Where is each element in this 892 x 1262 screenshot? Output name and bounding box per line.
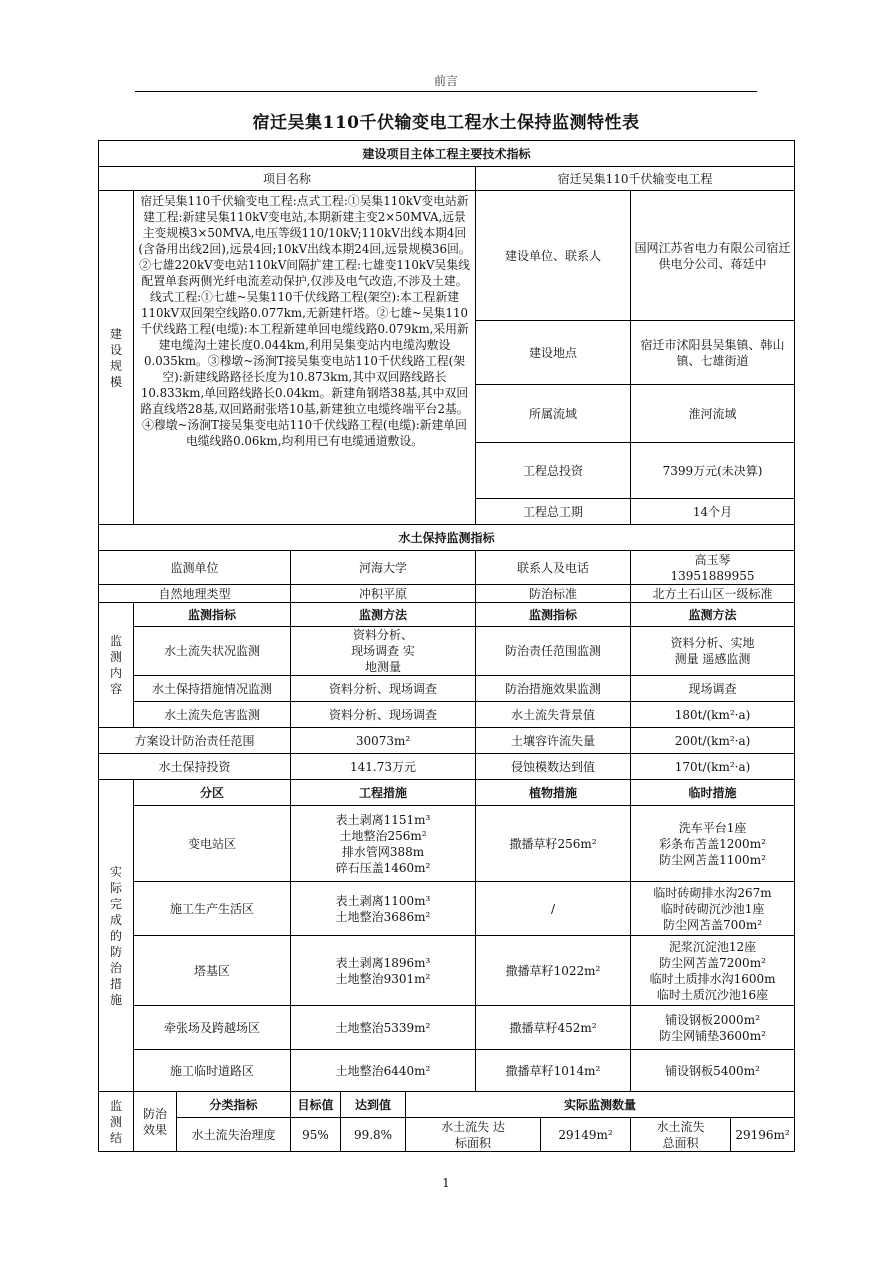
measures-label: 实际完成的防治措施 [99,780,134,1092]
zone-name: 变电站区 [134,806,291,882]
zone-name: 牵张场及跨越场区 [134,1006,291,1050]
landform-value: 冲积平原 [291,585,476,603]
allowable-value: 200t/(km²·a) [631,728,795,754]
scope-value: 30073m² [291,728,476,754]
invest-label: 水土保持投资 [99,754,291,780]
scale-label: 建设规模 [99,191,134,525]
invest-value: 141.73万元 [291,754,476,780]
project-name-value: 宿迁吴集110千伏输变电工程 [476,167,795,191]
row3-method-a: 资料分析、现场调查 [291,702,476,728]
erosion-value: 170t/(km²·a) [631,754,795,780]
scope-label: 方案设计防治责任范围 [99,728,291,754]
row1-indicator-a: 水土流失状况监测 [134,627,291,676]
effect-label: 防治效果 [134,1092,177,1152]
zone-engineering: 表土剥离1896m³ 土地整治9301m² [291,936,476,1006]
row1-method-a: 资料分析、现场调查 实地测量 [291,627,476,676]
col-engineering: 工程措施 [291,780,476,806]
period-value: 14个月 [631,499,795,525]
section-heading-monitoring: 水土保持监测指标 [99,525,795,551]
row3-indicator-b: 水土流失背景值 [476,702,631,728]
zone-plant: 撒播草籽1022m² [476,936,631,1006]
erosion-label: 侵蚀模数达到值 [476,754,631,780]
col-indicator-a: 监测指标 [134,603,291,627]
basin-label: 所属流域 [476,385,631,443]
unit-value: 河海大学 [291,551,476,585]
zone-engineering: 土地整治6440m² [291,1050,476,1092]
result-name: 水土流失治理度 [177,1118,291,1152]
unit-label: 监测单位 [99,551,291,585]
standard-value: 北方土石山区一级标准 [631,585,795,603]
zone-temporary: 洗车平台1座 彩条布苫盖1200m² 防尘网苫盖1100m² [631,806,795,882]
zone-temporary: 铺设钢板5400m² [631,1050,795,1092]
section-heading-main: 建设项目主体工程主要技术指标 [99,141,795,167]
col-category: 分类指标 [177,1092,291,1118]
zone-temporary: 泥浆沉淀池12座 防尘网苫盖7200m² 临时土质排水沟1600m 临时土质沉沙池16座 [631,936,795,1006]
std-area-value: 29149m² [541,1118,631,1152]
characteristics-table [98,140,795,1152]
result-achieved: 99.8% [341,1118,406,1152]
zone-name: 施工临时道路区 [134,1050,291,1092]
basin-value: 淮河流域 [631,385,795,443]
content-label: 监测内容 [99,603,134,728]
total-area-value: 29196m² [731,1118,795,1152]
col-zone: 分区 [134,780,291,806]
zone-plant: 撒播草籽256m² [476,806,631,882]
row2-indicator-b: 防治措施效果监测 [476,676,631,702]
col-indicator-b: 监测指标 [476,603,631,627]
zone-engineering: 表土剥离1100m³ 土地整治3686m² [291,882,476,936]
investment-label: 工程总投资 [476,443,631,499]
zone-plant: / [476,882,631,936]
investment-value: 7399万元(未决算) [631,443,795,499]
project-name-label: 项目名称 [99,167,476,191]
contact-value: 高玉琴 13951889955 [631,551,795,585]
zone-temporary: 铺设钢板2000m² 防尘网铺垫3600m² [631,1006,795,1050]
header-divider [135,91,757,92]
zone-temporary: 临时砖砌排水沟267m 临时砖砌沉沙池1座 防尘网苫盖700m² [631,882,795,936]
results-label: 监测结 [99,1092,134,1152]
zone-plant: 撒播草籽1014m² [476,1050,631,1092]
zone-plant: 撒播草籽452m² [476,1006,631,1050]
allowable-label: 土壤容许流失量 [476,728,631,754]
scale-description: 宿迁吴集110千伏输变电工程:点式工程:①吴集110kV变电站新建工程:新建吴集110kV变电站,本期新建主变2×50MVA,远景主变规模3×50MVA,电压等级110/10kV;110kV出线本期4回(含备用出线2回),远景4回;10kV出线本期24回,远景规模36回。②七雄220kV变电站110kV间隔扩建工程:七雄变110kV吴集线配置单套两侧光纤电流差动保护,仅涉及电气改造,不涉及土建。线式工程:①七雄~吴集110千伏线路工程(架空):本工程新建110kV双回架空线路0.077km,无新建杆塔。②七雄~吴集110千伏线路工程(电缆):本工程新建单回电缆线路0.079km,采用新建电缆沟土建长度0.044km,利用吴集变站内电缆沟敷设0.035km。③穆墩~汤涧T接吴集变电站110千伏线路工程(架空):新建线路路径长度为10.873km,其中双回路线路长10.833km,单回路线路长0.04km。新建角钢塔38基,其中双回路直线塔28基,双回路耐张塔10基,新建独立电缆终端平台2基。④穆墩~汤涧T接吴集变电站110千伏线路工程(电缆):新建单回电缆线路0.06km,均利用已有电缆通道敷设。 [134,191,476,525]
col-actual: 实际监测数量 [406,1092,795,1118]
location-value: 宿迁市沭阳县吴集镇、韩山镇、七雄街道 [631,321,795,385]
row2-method-b: 现场调查 [631,676,795,702]
col-target: 目标值 [291,1092,341,1118]
row2-indicator-a: 水土保持措施情况监测 [134,676,291,702]
total-area-label: 水土流失 总面积 [631,1118,731,1152]
landform-label: 自然地理类型 [99,585,291,603]
std-area-label: 水土流失 达标面积 [406,1118,541,1152]
row1-method-b: 资料分析、实地测量 遥感监测 [631,627,795,676]
contact-label: 联系人及电话 [476,551,631,585]
builder-value: 国网江苏省电力有限公司宿迁供电分公司、蒋廷中 [631,191,795,321]
zone-engineering: 表土剥离1151m³ 土地整治256m² 排水管网388m 碎石压盖1460m² [291,806,476,882]
col-method-b: 监测方法 [631,603,795,627]
row2-method-a: 资料分析、现场调查 [291,676,476,702]
standard-label: 防治标准 [476,585,631,603]
location-label: 建设地点 [476,321,631,385]
builder-label: 建设单位、联系人 [476,191,631,321]
page-header: 前言 [433,74,458,88]
zone-name: 塔基区 [134,936,291,1006]
page-number: 1 [442,1176,450,1190]
row1-indicator-b: 防治责任范围监测 [476,627,631,676]
row3-indicator-a: 水土流失危害监测 [134,702,291,728]
page-title: 宿迁吴集110千伏输变电工程水土保持监测特性表 [252,113,640,133]
result-target: 95% [291,1118,341,1152]
col-achieved: 达到值 [341,1092,406,1118]
row3-value-b: 180t/(km²·a) [631,702,795,728]
zone-engineering: 土地整治5339m² [291,1006,476,1050]
col-method-a: 监测方法 [291,603,476,627]
zone-name: 施工生产生活区 [134,882,291,936]
col-plant: 植物措施 [476,780,631,806]
period-label: 工程总工期 [476,499,631,525]
col-temporary: 临时措施 [631,780,795,806]
